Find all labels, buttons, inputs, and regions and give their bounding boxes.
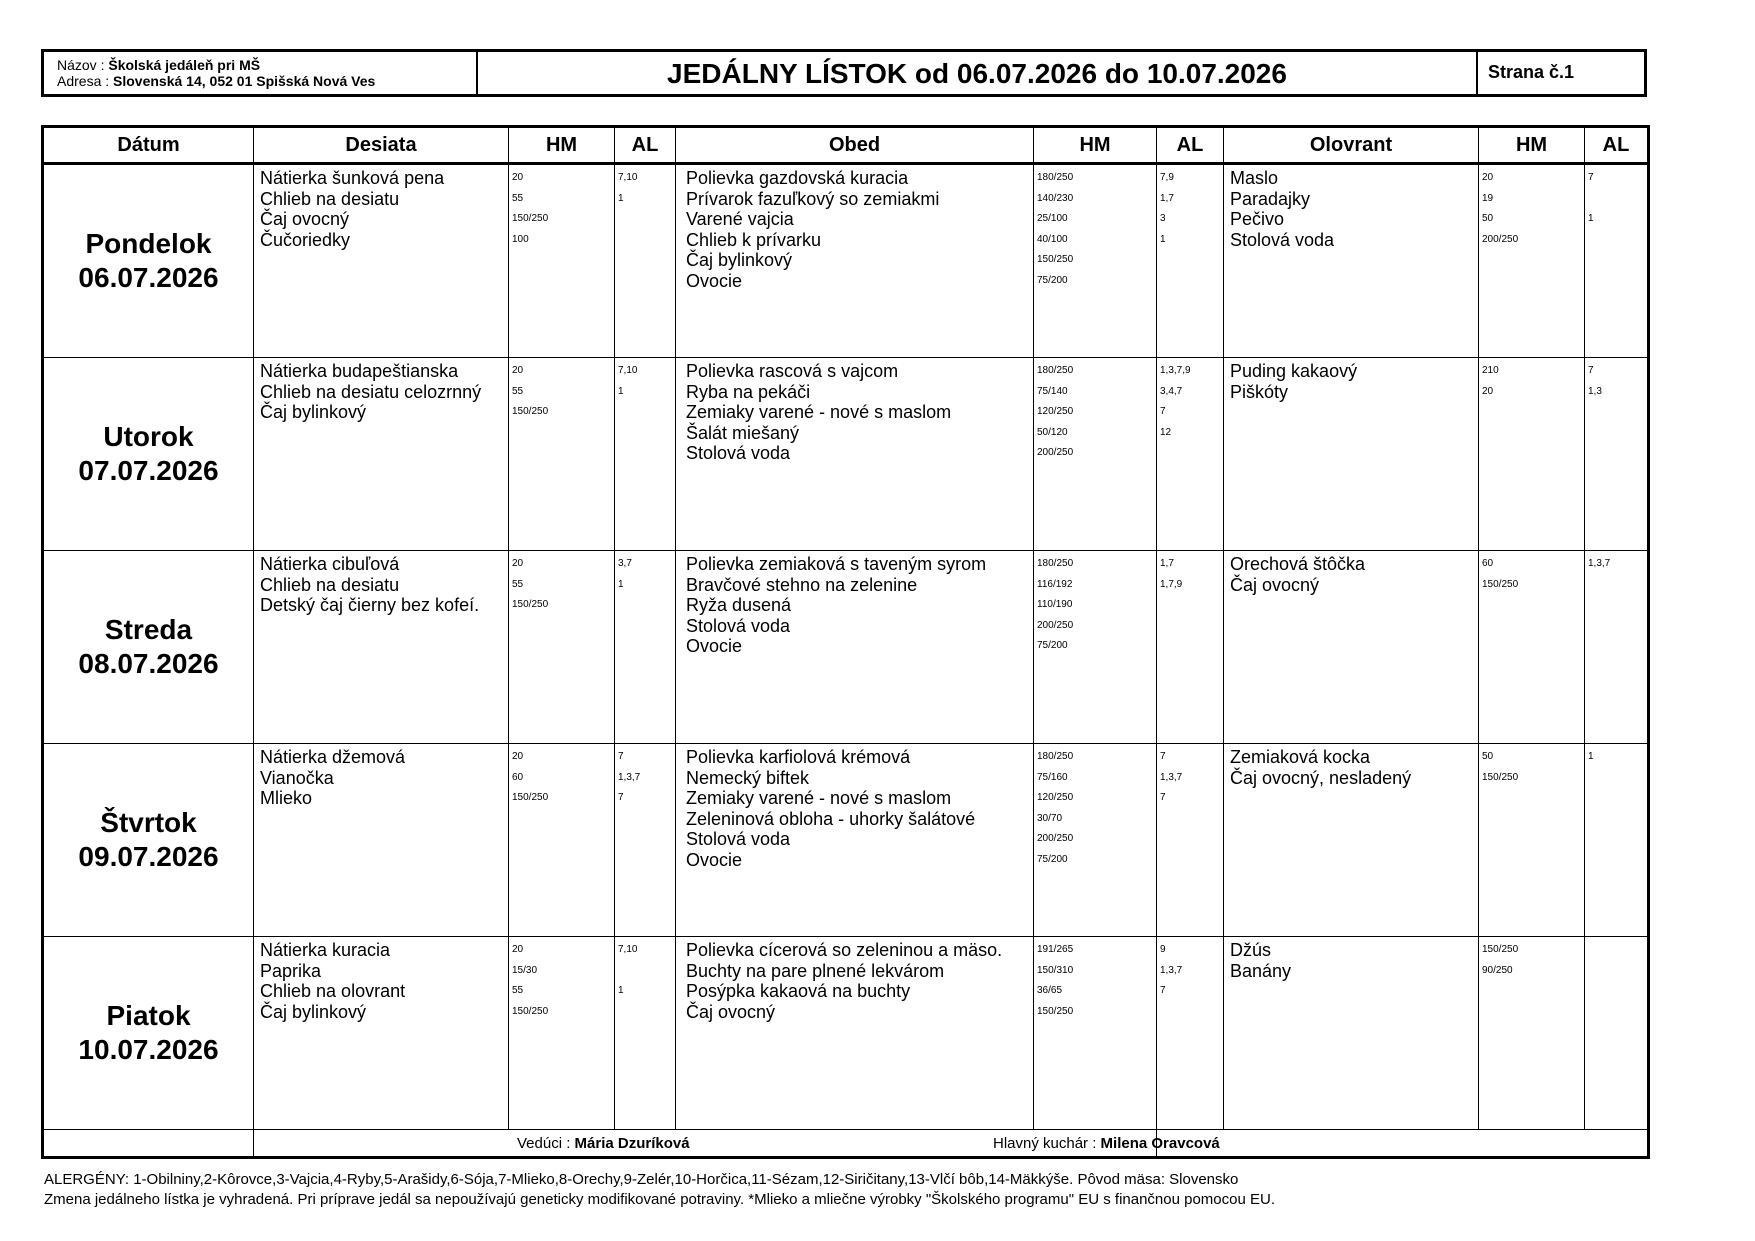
dish-item: Varené vajcia xyxy=(686,209,794,230)
desiata-cell xyxy=(254,744,509,937)
value-line: 1 xyxy=(618,385,624,397)
desiata-al-cell xyxy=(615,551,676,744)
signature-row xyxy=(43,1130,1649,1158)
desiata-al-cell xyxy=(615,358,676,551)
col-hm-desiata: HM xyxy=(509,127,615,164)
value-line: 7 xyxy=(1160,985,1166,997)
day-date: 09.07.2026 xyxy=(78,841,219,872)
dish-item: Ovocie xyxy=(686,636,743,657)
value-line: 150/250 xyxy=(1037,254,1074,266)
day-name: Piatok xyxy=(106,1000,191,1031)
value-line: 7 xyxy=(618,792,624,804)
day-name: Štvrtok xyxy=(100,807,197,838)
chef-cell xyxy=(993,1130,1649,1158)
value-line: 1 xyxy=(618,192,624,204)
value-line: 20 xyxy=(512,944,524,955)
value-line: 30/70 xyxy=(1037,812,1063,824)
desiata-hm-cell xyxy=(509,744,615,937)
value-line: 7 xyxy=(1160,751,1166,762)
chef-name: Milena Oravcová xyxy=(1100,1134,1220,1152)
name-label: Názov : xyxy=(57,57,105,73)
obed-hm-cell xyxy=(1034,164,1157,358)
dish-item: Vianočka xyxy=(260,767,334,788)
value-line: 180/250 xyxy=(1037,751,1074,762)
dish-item: Mlieko xyxy=(260,788,313,809)
table-row xyxy=(43,164,1649,358)
olovrant-hm-cell xyxy=(1479,551,1585,744)
value-line: 120/250 xyxy=(1037,406,1074,418)
olovrant-cell xyxy=(1224,358,1479,551)
obed-cell xyxy=(676,744,1034,937)
dish-item: Stolová voda xyxy=(1230,229,1335,250)
dish-item: Polievka rascová s vajcom xyxy=(686,361,899,381)
manager-label: Vedúci : xyxy=(517,1134,571,1152)
allergen-legend: ALERGÉNY: 1-Obilniny,2-Kôrovce,3-Vajcia,4-Ryby,5-Arašidy,6-Sója,7-Mlieko,8-Orechy,9-Zelér,10-Horčica,11-Sézam,12-Siričitany,13-Vlčí bôb,14-Mäkkýše. Pôvod mäsa: Slovensko xyxy=(44,1171,1239,1188)
value-line: 150/250 xyxy=(1482,944,1519,955)
menu-table xyxy=(41,125,1650,1159)
value-line xyxy=(1160,271,1223,292)
obed-hm-cell xyxy=(1034,937,1157,1130)
value-line: 100 xyxy=(512,233,529,245)
value-line: 1,7,9 xyxy=(1160,578,1183,590)
value-line: 1 xyxy=(1160,233,1166,245)
day-date: 06.07.2026 xyxy=(78,262,219,293)
value-line: 7,10 xyxy=(618,172,638,183)
obed-al-cell xyxy=(1157,164,1224,358)
dish-item: Polievka zemiaková s taveným syrom xyxy=(686,554,987,574)
dish-item: Buchty na pare plnené lekvárom xyxy=(686,960,945,981)
value-line: 7 xyxy=(618,751,624,762)
value-line: 1,3,7 xyxy=(1160,771,1183,783)
desiata-al-cell xyxy=(615,937,676,1130)
col-al-desiata: AL xyxy=(615,127,676,164)
dish-item: Čaj bylinkový xyxy=(260,1001,367,1022)
day-name: Utorok xyxy=(103,421,194,452)
value-line: 9 xyxy=(1160,944,1166,955)
disclaimer: Zmena jedálneho lístka je vyhradená. Pri príprave jedál sa nepoužívajú geneticky modifikované potraviny. *Mlieko a mliečne výrobky "Školského programu" EU s finančnou pomocou EU. xyxy=(44,1191,1276,1208)
desiata-hm-cell xyxy=(509,937,615,1130)
dish-item: Nátierka džemová xyxy=(260,747,406,767)
dish-item: Paradajky xyxy=(1230,188,1311,209)
dish-item: Čaj bylinkový xyxy=(686,250,793,271)
value-line: 7,9 xyxy=(1160,172,1174,183)
obed-al-cell xyxy=(1157,551,1224,744)
value-line: 1 xyxy=(618,985,624,997)
value-line: 140/230 xyxy=(1037,192,1074,204)
value-line: 120/250 xyxy=(1037,792,1074,804)
value-line: 75/200 xyxy=(1037,640,1068,652)
value-line: 7 xyxy=(1588,172,1594,183)
olovrant-hm-cell xyxy=(1479,358,1585,551)
olovrant-al-cell xyxy=(1585,937,1649,1130)
value-line: 150/250 xyxy=(1482,771,1519,783)
table-row xyxy=(43,551,1649,744)
dish-item: Zemiaky varené - nové s maslom xyxy=(686,788,952,809)
page-number: Strana č.1 xyxy=(1488,62,1575,82)
value-line: 50 xyxy=(1482,751,1494,762)
dish-item: Polievka cícerová so zeleninou a mäso. xyxy=(686,940,1003,960)
day-cell xyxy=(43,164,254,358)
value-line: 1 xyxy=(618,578,624,590)
obed-cell xyxy=(676,164,1034,358)
desiata-cell xyxy=(254,358,509,551)
value-line: 110/190 xyxy=(1037,599,1073,611)
olovrant-hm-cell xyxy=(1479,937,1585,1130)
value-line: 20 xyxy=(1482,385,1494,397)
obed-hm-cell xyxy=(1034,744,1157,937)
olovrant-cell xyxy=(1224,744,1479,937)
value-line: 1 xyxy=(1588,751,1594,762)
value-line: 150/250 xyxy=(512,599,549,611)
chef-label: Hlavný kuchár : xyxy=(993,1134,1097,1152)
value-line: 200/250 xyxy=(1037,447,1074,459)
obed-cell xyxy=(676,551,1034,744)
dish-item: Banány xyxy=(1230,960,1292,981)
value-line xyxy=(1588,940,1647,961)
dish-item: Posýpka kakaová na buchty xyxy=(686,981,911,1002)
day-date: 10.07.2026 xyxy=(78,1034,219,1065)
col-al-obed: AL xyxy=(1157,127,1224,164)
dish-item: Chlieb na olovrant xyxy=(260,981,406,1002)
value-line xyxy=(1588,230,1647,251)
olovrant-hm-cell xyxy=(1479,164,1585,358)
value-line: 200/250 xyxy=(1037,833,1074,845)
value-line: 200/250 xyxy=(1482,233,1519,245)
manager-name: Mária Dzuríková xyxy=(574,1134,690,1152)
value-line: 12 xyxy=(1160,426,1172,438)
table-row xyxy=(43,744,1649,937)
value-line: 150/250 xyxy=(512,406,549,418)
dish-item: Detský čaj čierny bez kofeí. xyxy=(260,595,480,616)
dish-item: Chlieb na desiatu xyxy=(260,188,400,209)
value-line: 150/250 xyxy=(512,213,549,225)
dish-item: Nátierka šunková pena xyxy=(260,168,445,188)
value-line: 20 xyxy=(512,365,524,376)
olovrant-cell xyxy=(1224,164,1479,358)
value-line xyxy=(1160,595,1223,616)
value-line: 25/100 xyxy=(1037,213,1068,225)
dish-item: Čaj ovocný, nesladený xyxy=(1230,767,1412,788)
dish-item: Nátierka cibuľová xyxy=(260,554,400,574)
value-line: 7 xyxy=(1160,406,1166,418)
value-line: 75/200 xyxy=(1037,853,1068,865)
page-title: JEDÁLNY LÍSTOK od 06.07.2026 do 10.07.2026 xyxy=(478,52,1478,94)
dish-item: Čaj ovocný xyxy=(686,1001,776,1022)
olovrant-al-cell xyxy=(1585,164,1649,358)
menu-body xyxy=(43,164,1649,1130)
dish-item: Čučoriedky xyxy=(260,229,351,250)
value-line: 1,3 xyxy=(1588,385,1602,397)
value-line: 1,3,7 xyxy=(1160,964,1183,976)
value-line: 150/250 xyxy=(1037,1005,1074,1017)
dish-item: Pečivo xyxy=(1230,209,1285,230)
dish-item: Bravčové stehno na zelenine xyxy=(686,574,918,595)
table-row xyxy=(43,937,1649,1130)
olovrant-cell xyxy=(1224,551,1479,744)
dish-item: Prívarok fazuľkový so zemiakmi xyxy=(686,188,940,209)
value-line xyxy=(618,961,675,982)
value-line: 50 xyxy=(1482,213,1494,225)
value-line xyxy=(1588,768,1647,789)
value-line xyxy=(618,209,675,230)
value-line: 180/250 xyxy=(1037,558,1074,569)
dish-item: Nátierka kuracia xyxy=(260,940,391,960)
dish-item: Chlieb k prívarku xyxy=(686,229,822,250)
value-line: 55 xyxy=(512,192,524,204)
value-line xyxy=(618,230,675,251)
value-line: 20 xyxy=(512,751,524,762)
dish-item: Stolová voda xyxy=(686,443,791,464)
value-line xyxy=(1160,250,1223,271)
value-line xyxy=(1160,616,1223,637)
value-line: 60 xyxy=(512,771,524,783)
value-line: 55 xyxy=(512,985,524,997)
col-hm-olovrant: HM xyxy=(1479,127,1585,164)
dish-item: Chlieb na desiatu xyxy=(260,574,400,595)
value-line: 7 xyxy=(1160,792,1166,804)
col-desiata: Desiata xyxy=(254,127,509,164)
dish-item: Nátierka budapeštianska xyxy=(260,361,459,381)
dish-item: Polievka karfiolová krémová xyxy=(686,747,911,767)
desiata-al-cell xyxy=(615,164,676,358)
day-cell xyxy=(43,358,254,551)
day-date: 07.07.2026 xyxy=(78,455,219,486)
value-line: 1 xyxy=(1588,213,1594,225)
dish-item: Čaj bylinkový xyxy=(260,402,367,423)
obed-cell xyxy=(676,358,1034,551)
header-box xyxy=(41,49,1647,97)
value-line: 3,7 xyxy=(618,558,632,569)
obed-hm-cell xyxy=(1034,551,1157,744)
value-line xyxy=(618,1002,675,1023)
obed-cell xyxy=(676,937,1034,1130)
value-line xyxy=(1160,636,1223,657)
value-line: 55 xyxy=(512,578,524,590)
olovrant-cell xyxy=(1224,937,1479,1130)
value-line: 150/250 xyxy=(512,792,549,804)
address-label: Adresa : xyxy=(57,73,110,89)
dish-item: Orechová štôčka xyxy=(1230,554,1366,574)
value-line: 3,4,7 xyxy=(1160,385,1183,397)
value-line: 60 xyxy=(1482,558,1494,569)
dish-item: Puding kakaový xyxy=(1230,361,1358,381)
day-name: Streda xyxy=(104,614,193,645)
value-line: 55 xyxy=(512,385,524,397)
value-line xyxy=(1588,961,1647,982)
institution-info xyxy=(44,52,478,94)
value-line: 210 xyxy=(1482,365,1499,376)
obed-hm-cell xyxy=(1034,358,1157,551)
value-line: 7 xyxy=(1588,365,1594,376)
dish-item: Nemecký biftek xyxy=(686,767,810,788)
col-date: Dátum xyxy=(43,127,254,164)
table-header-row xyxy=(43,127,1649,164)
desiata-hm-cell xyxy=(509,358,615,551)
desiata-hm-cell xyxy=(509,164,615,358)
desiata-al-cell xyxy=(615,744,676,937)
value-line: 90/250 xyxy=(1482,964,1513,976)
value-line: 1,7 xyxy=(1160,558,1174,569)
value-line: 75/140 xyxy=(1037,385,1068,397)
value-line: 150/250 xyxy=(512,1005,549,1017)
value-line: 15/30 xyxy=(512,964,538,976)
value-line xyxy=(1588,575,1647,596)
notes xyxy=(44,1170,1275,1210)
value-line: 20 xyxy=(1482,172,1494,183)
desiata-cell xyxy=(254,551,509,744)
dish-item: Ryža dusená xyxy=(686,595,792,616)
value-line: 1,3,7 xyxy=(1588,558,1611,569)
dish-item: Polievka gazdovská kuracia xyxy=(686,168,909,188)
value-line: 3 xyxy=(1160,213,1166,225)
dish-item: Maslo xyxy=(1230,168,1279,188)
day-cell xyxy=(43,744,254,937)
institution-address: Slovenská 14, 052 01 Spišská Nová Ves xyxy=(113,73,376,89)
value-line: 75/200 xyxy=(1037,274,1068,286)
value-line xyxy=(1160,443,1223,464)
col-olovrant: Olovrant xyxy=(1224,127,1479,164)
value-line: 20 xyxy=(512,172,524,183)
dish-item: Džús xyxy=(1230,940,1272,960)
desiata-hm-cell xyxy=(509,551,615,744)
value-line: 36/65 xyxy=(1037,985,1063,997)
dish-item: Ryba na pekáči xyxy=(686,381,811,402)
value-line: 200/250 xyxy=(1037,619,1074,631)
value-line: 40/100 xyxy=(1037,233,1068,245)
dish-item: Stolová voda xyxy=(686,829,791,850)
dish-item: Zeleninová obloha - uhorky šalátové xyxy=(686,808,976,829)
col-obed: Obed xyxy=(676,127,1034,164)
institution-name: Školská jedáleň pri MŠ xyxy=(108,57,261,73)
signature-empty-cell xyxy=(43,1130,254,1158)
dish-item: Zemiaková kocka xyxy=(1230,747,1371,767)
col-hm-obed: HM xyxy=(1034,127,1157,164)
table-row xyxy=(43,358,1649,551)
day-date: 08.07.2026 xyxy=(78,648,219,679)
day-cell xyxy=(43,551,254,744)
olovrant-al-cell xyxy=(1585,551,1649,744)
olovrant-hm-cell xyxy=(1479,744,1585,937)
value-line: 7,10 xyxy=(618,365,638,376)
day-cell xyxy=(43,937,254,1130)
value-line: 50/120 xyxy=(1037,426,1068,438)
dish-item: Piškóty xyxy=(1230,381,1289,402)
day-name: Pondelok xyxy=(85,228,212,259)
value-line xyxy=(1160,829,1223,850)
value-line: 20 xyxy=(512,558,524,569)
value-line: 19 xyxy=(1482,192,1494,204)
olovrant-al-cell xyxy=(1585,358,1649,551)
dish-item: Čaj ovocný xyxy=(260,209,350,230)
value-line xyxy=(618,402,675,423)
obed-al-cell xyxy=(1157,744,1224,937)
value-line xyxy=(618,595,675,616)
value-line: 150/310 xyxy=(1037,964,1074,976)
value-line: 191/265 xyxy=(1037,944,1074,955)
dish-item: Ovocie xyxy=(686,849,743,870)
desiata-cell xyxy=(254,937,509,1130)
col-al-olovrant: AL xyxy=(1585,127,1649,164)
value-line: 1,7 xyxy=(1160,192,1174,204)
value-line: 180/250 xyxy=(1037,365,1074,376)
value-line: 150/250 xyxy=(1482,578,1519,590)
value-line: 180/250 xyxy=(1037,172,1074,183)
value-line: 7,10 xyxy=(618,944,638,955)
value-line xyxy=(1160,1002,1223,1023)
value-line xyxy=(1160,850,1223,871)
dish-item: Stolová voda xyxy=(686,615,791,636)
dish-item: Čaj ovocný xyxy=(1230,574,1320,595)
value-line: 116/192 xyxy=(1037,578,1073,590)
value-line: 75/160 xyxy=(1037,771,1068,783)
dish-item: Zemiaky varené - nové s maslom xyxy=(686,402,952,423)
olovrant-al-cell xyxy=(1585,744,1649,937)
dish-item: Chlieb na desiatu celozrnný xyxy=(260,381,482,402)
obed-al-cell xyxy=(1157,358,1224,551)
dish-item: Ovocie xyxy=(686,270,743,291)
value-line: 1,3,7 xyxy=(618,771,641,783)
value-line xyxy=(1588,189,1647,210)
dish-item: Paprika xyxy=(260,960,322,981)
value-line: 1,3,7,9 xyxy=(1160,365,1191,376)
obed-al-cell xyxy=(1157,937,1224,1130)
desiata-cell xyxy=(254,164,509,358)
dish-item: Šalát miešaný xyxy=(686,422,800,443)
value-line xyxy=(1160,809,1223,830)
